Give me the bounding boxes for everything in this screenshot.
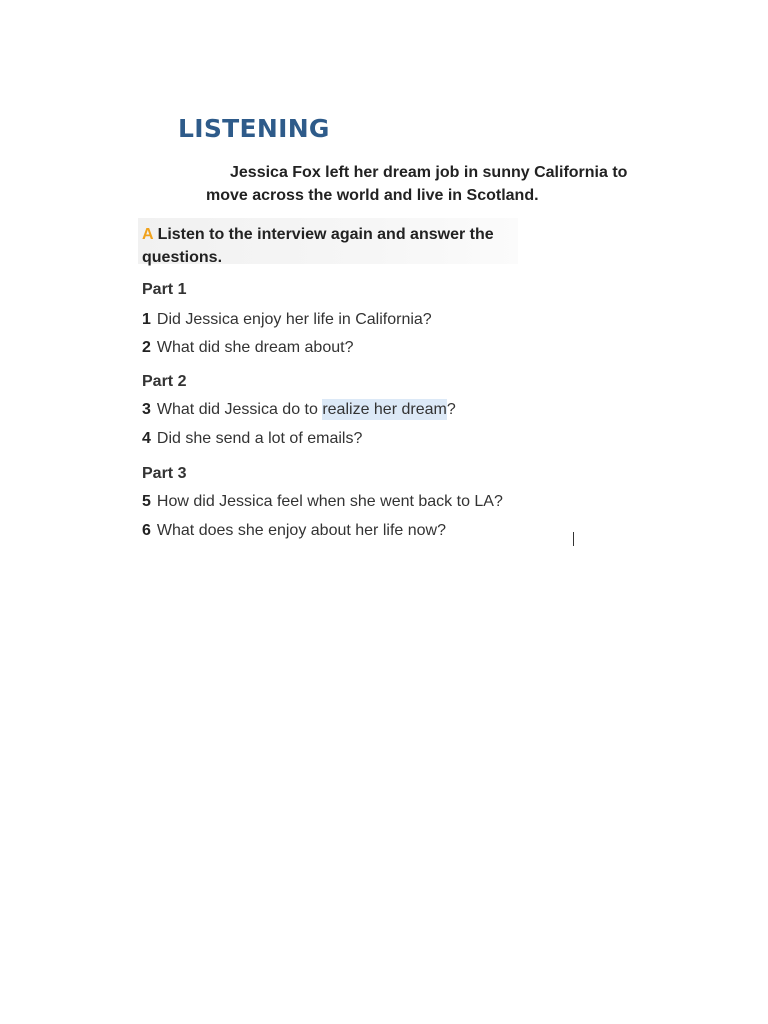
part-heading-3: Part 3 (142, 465, 187, 482)
question-number: 4 (142, 430, 151, 447)
question-number: 2 (142, 339, 151, 356)
question-number: 1 (142, 311, 151, 328)
intro-line-1: Jessica Fox left her dream job in sunny California to (230, 164, 628, 181)
question-6 (142, 522, 446, 540)
question-text: How did Jessica feel when she went back to LA? (156, 493, 503, 510)
question-3 (142, 401, 456, 419)
intro-text (206, 161, 646, 207)
question-text: What does she enjoy about her life now? (156, 522, 446, 539)
question-2 (142, 339, 353, 357)
question-number: 5 (142, 493, 151, 510)
part-heading-2: Part 2 (142, 373, 187, 390)
question-5 (142, 493, 503, 511)
highlighted-text[interactable]: realize her dream (322, 401, 447, 418)
question-number: 3 (142, 401, 151, 418)
part-heading-1: Part 1 (142, 281, 187, 298)
question-text: Did she send a lot of emails? (156, 430, 363, 447)
section-heading: LISTENING (178, 114, 330, 143)
question-1 (142, 311, 432, 329)
question-number: 6 (142, 522, 151, 539)
intro-line-2: move across the world and live in Scotland. (206, 187, 539, 204)
question-text-before: What did Jessica do to (156, 401, 323, 418)
text-cursor (573, 532, 574, 546)
instruction (142, 223, 522, 269)
instruction-text: Listen to the interview again and answer the questions. (142, 226, 494, 266)
question-text-after: ? (446, 401, 456, 418)
question-4 (142, 430, 362, 448)
instruction-letter: A (142, 226, 154, 243)
question-text: Did Jessica enjoy her life in California? (156, 311, 432, 328)
question-text: What did she dream about? (156, 339, 354, 356)
